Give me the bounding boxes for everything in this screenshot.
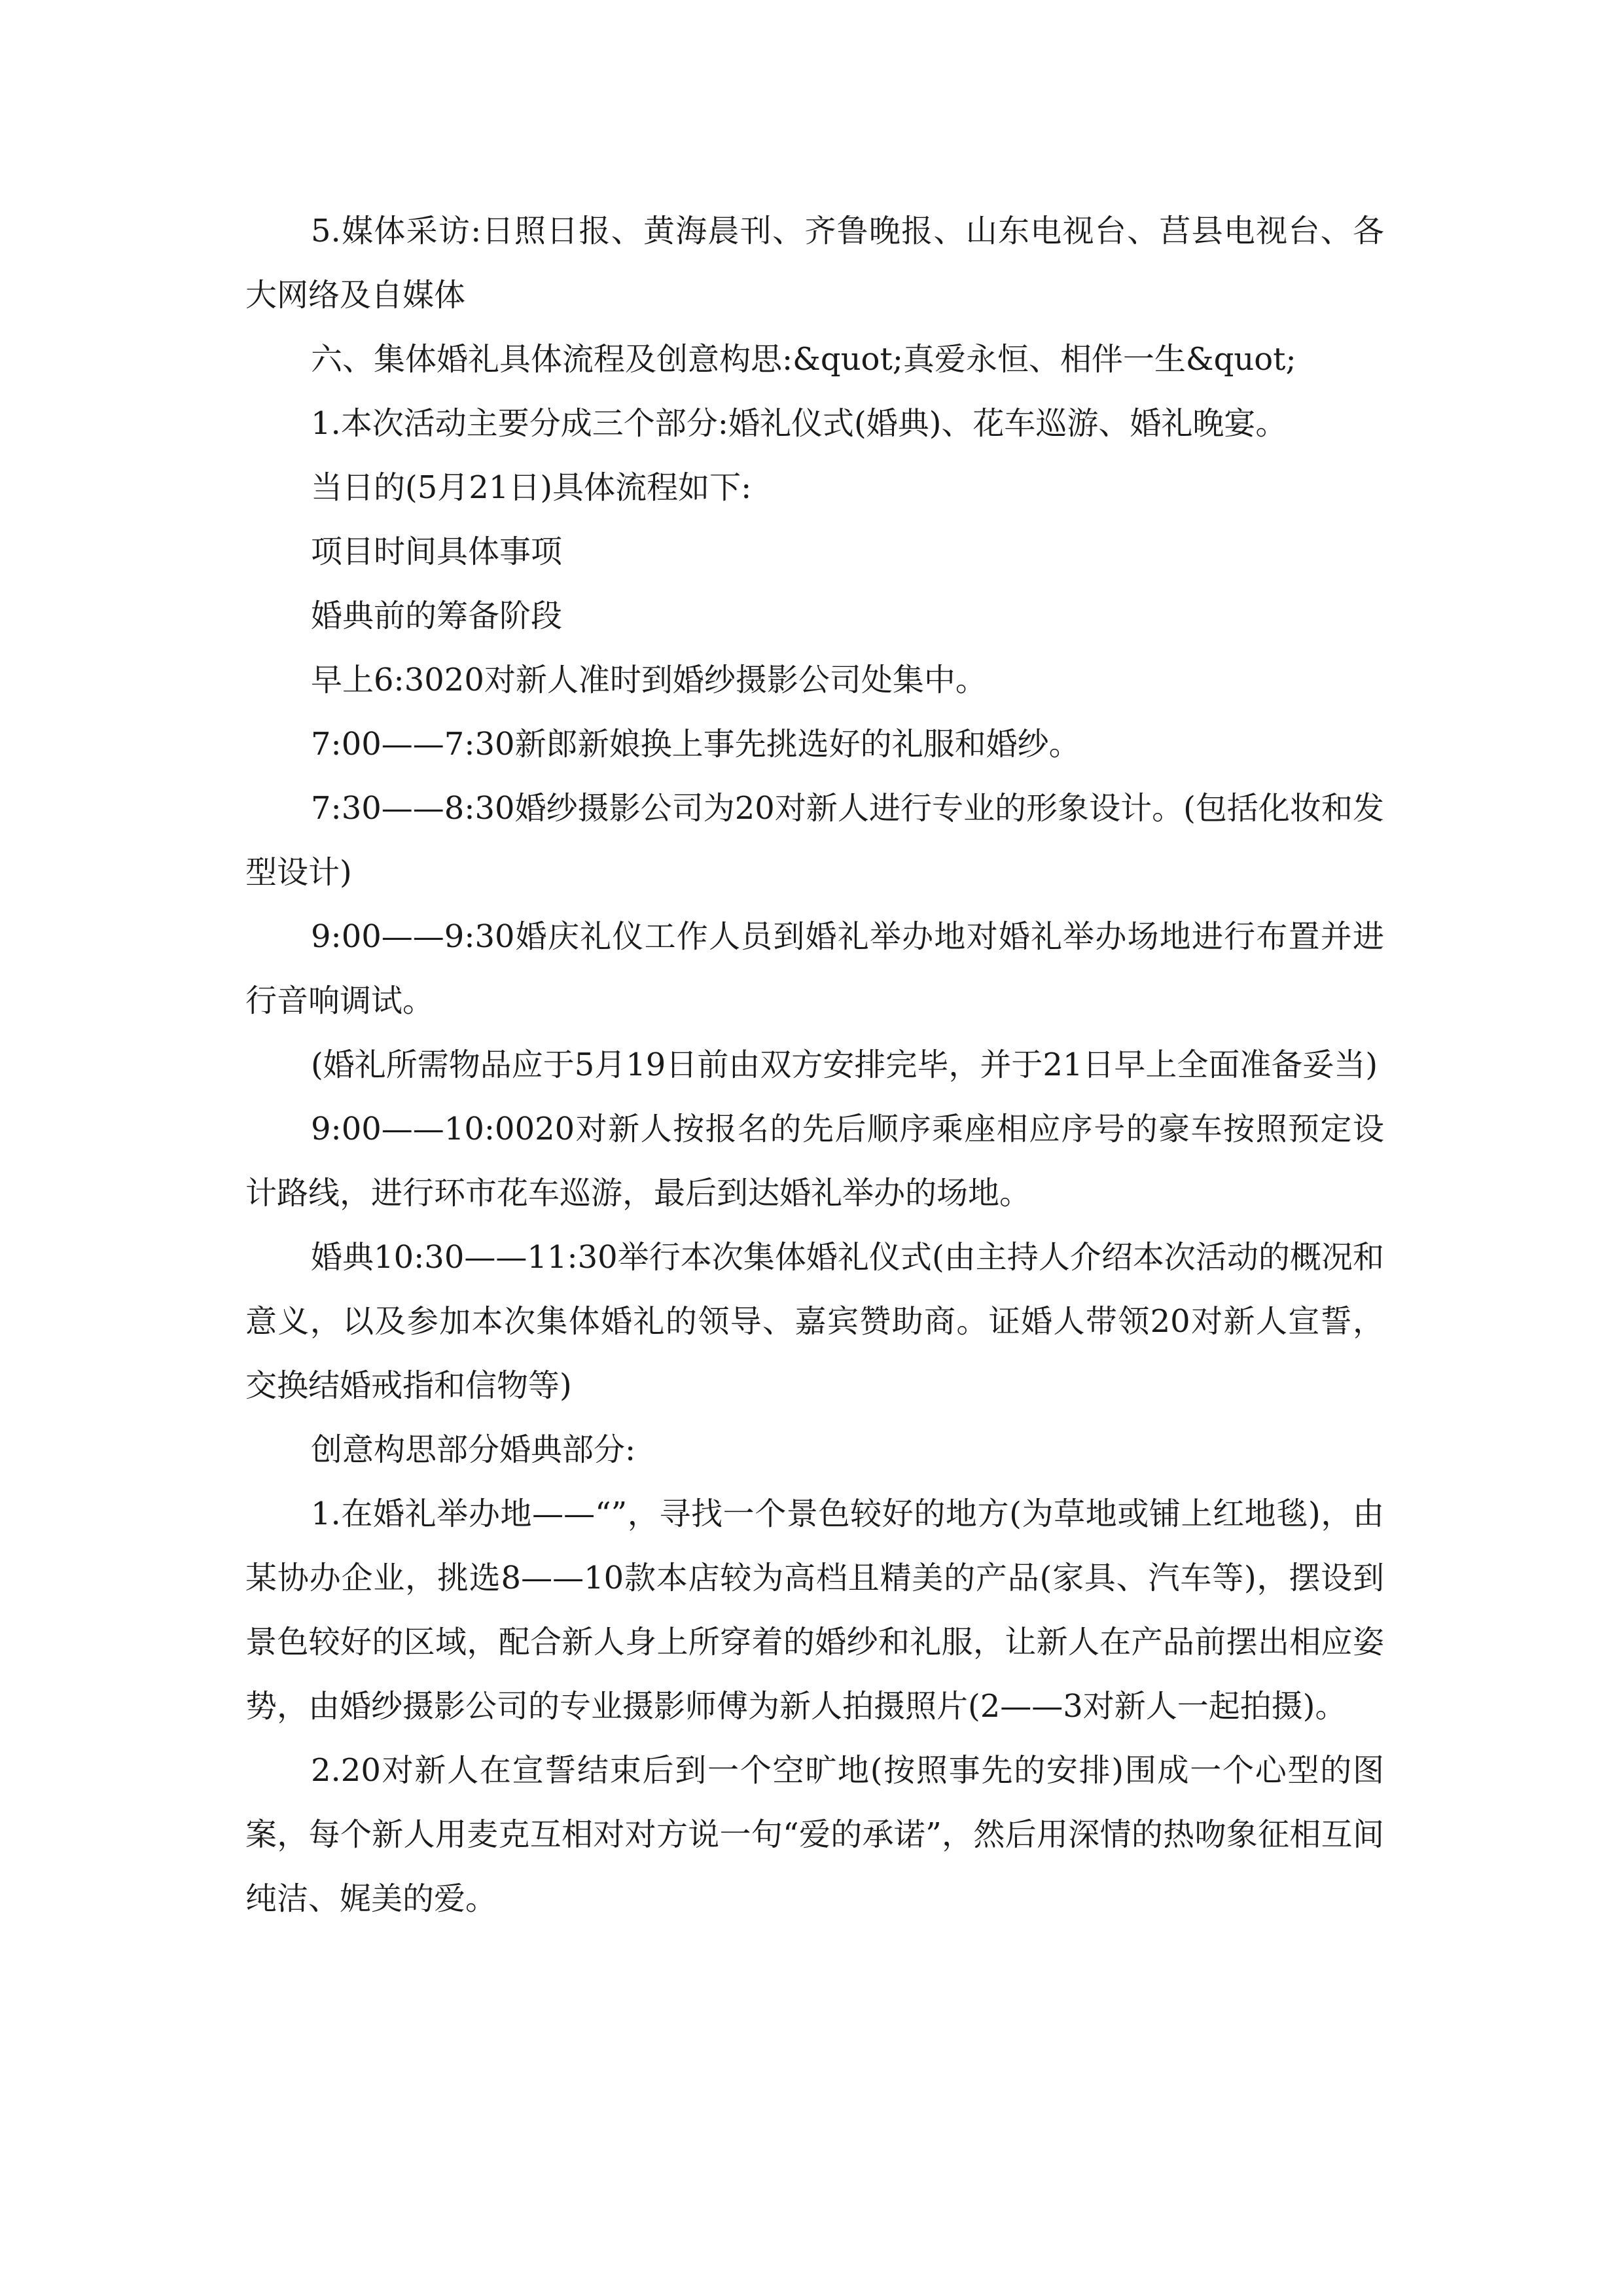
paragraph-schedule-header: 项目时间具体事项	[311, 533, 563, 570]
paragraph-ceremony: 婚典10:30——11:30举行本次集体婚礼仪式(由主持人介绍本次活动的概况和意义，以及参加本次集体婚礼的领导、嘉宾赞助商。证婚人带领20对新人宣誓，交换结婚戒指和信物等)	[245, 1239, 1384, 1404]
paragraph-styling: 7:30——8:30婚纱摄影公司为20对新人进行专业的形象设计。(包括化妆和发型设计)	[245, 790, 1384, 891]
paragraph-supplies-note: (婚礼所需物品应于5月19日前由双方安排完毕，并于21日早上全面准备妥当)	[311, 1047, 1378, 1083]
paragraph-media-coverage: 5.媒体采访:日照日报、黄海晨刊、齐鲁晚报、山东电视台、莒县电视台、各大网络及自媒体	[245, 213, 1384, 314]
paragraph-creative-heart: 2.20对新人在宣誓结束后到一个空旷地(按照事先的安排)围成一个心型的图案，每个新人用麦克互相对对方说一句“爱的承诺”，然后用深情的热吻象征相互间纯洁、娓美的爱。	[245, 1752, 1384, 1917]
paragraph-creative-photo: 1.在婚礼举办地——“”，寻找一个景色较好的地方(为草地或铺上红地毯)，由某协办企业，挑选8——10款本店较为高档且精美的产品(家具、汽车等)，摆设到景色较好的区域，配合新人身上所穿着的婚纱和礼服，让新人在产品前摆出相应姿势，由婚纱摄影公司的专业摄影师傅为新人拍摄照片(2——3对新人一起拍摄)。	[245, 1496, 1384, 1725]
paragraph-day-schedule-intro: 当日的(5月21日)具体流程如下:	[311, 469, 752, 506]
section-heading-wedding-process: 六、集体婚礼具体流程及创意构思:&quot;真爱永恒、相伴一生&quot;	[311, 341, 1296, 378]
document-body	[245, 199, 1384, 1931]
paragraph-morning-gathering: 早上6:3020对新人准时到婚纱摄影公司处集中。	[311, 662, 987, 698]
paragraph-creative-heading: 创意构思部分婚典部分:	[311, 1431, 636, 1468]
paragraph-dress-change: 7:00——7:30新郎新娘换上事先挑选好的礼服和婚纱。	[311, 726, 1080, 762]
paragraph-venue-setup: 9:00——9:30婚庆礼仪工作人员到婚礼举办地对婚礼举办场地进行布置并进行音响调试。	[245, 918, 1384, 1019]
paragraph-activity-parts: 1.本次活动主要分成三个部分:婚礼仪式(婚典)、花车巡游、婚礼晚宴。	[311, 405, 1287, 442]
paragraph-preparation-stage: 婚典前的筹备阶段	[311, 598, 563, 634]
paragraph-car-parade: 9:00——10:0020对新人按报名的先后顺序乘座相应序号的豪车按照预定设计路线，进行环市花车巡游，最后到达婚礼举办的场地。	[245, 1111, 1384, 1211]
